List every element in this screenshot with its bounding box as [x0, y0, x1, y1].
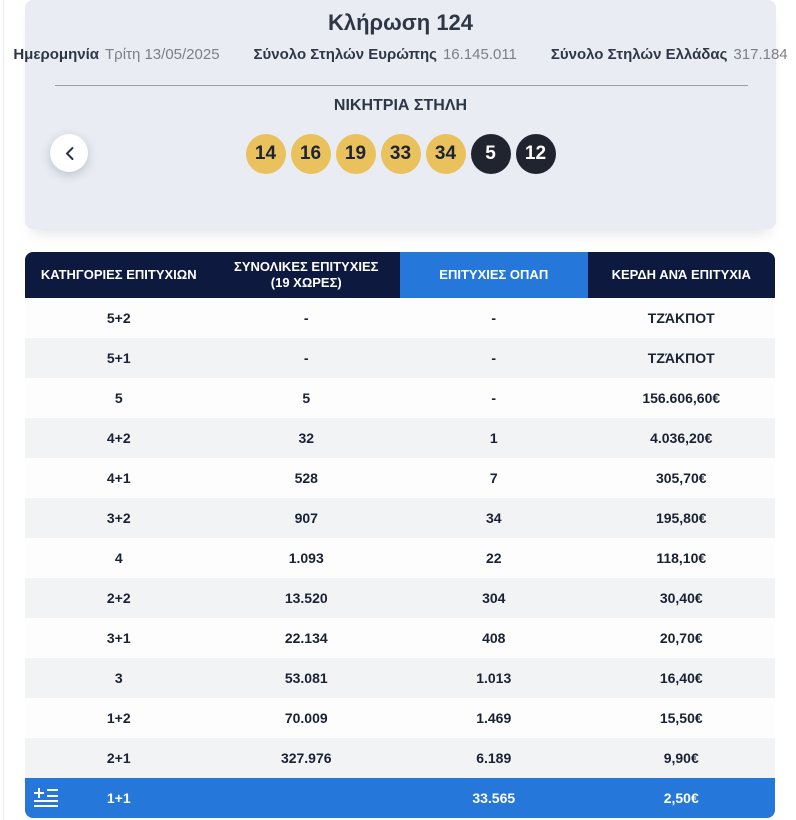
greece-columns [551, 46, 788, 64]
category-cell: 3 [114, 670, 123, 686]
total-cell: - [303, 310, 309, 326]
total-cell: 1.093 [288, 550, 324, 566]
draw-card [13, 0, 788, 229]
category-cell: 3+2 [106, 510, 131, 526]
table-row [25, 338, 775, 378]
table-row [25, 618, 775, 658]
category-cell: 1+2 [106, 710, 131, 726]
table-row-greece-highlight [25, 778, 775, 818]
europe-columns-value: 16.145.011 [442, 46, 517, 63]
category-cell: 2+2 [106, 590, 131, 606]
europe-columns [254, 46, 517, 64]
total-cell: 528 [294, 470, 318, 486]
header-total-wins-line1: ΣΥΝΟΛΙΚΕΣ ΕΠΙΤΥΧΙΕΣ [234, 259, 379, 274]
winning-number-ball: 34 [426, 134, 466, 174]
opap-cell: 1.469 [476, 710, 512, 726]
opap-cell: 34 [485, 510, 502, 526]
prize-cell: 156.606,60€ [642, 390, 721, 406]
prize-cell: 118,10€ [656, 550, 707, 566]
total-cell: 13.520 [284, 590, 328, 606]
results-table-container [25, 252, 775, 818]
header-prize-per-win: ΚΕΡΔΗ ΑΝΆ ΕΠΙΤΥΧΙΑ [588, 252, 776, 298]
prize-cell: 9,90€ [663, 750, 699, 766]
prize-cell: 20,70€ [659, 630, 703, 646]
table-row [25, 458, 775, 498]
opap-cell: - [491, 310, 497, 326]
category-cell: 4 [114, 550, 123, 566]
table-row [25, 498, 775, 538]
total-cell: 53.081 [284, 670, 328, 686]
prize-cell: 4.036,20€ [650, 430, 713, 446]
opap-cell: 7 [489, 470, 498, 486]
table-header-row [25, 252, 775, 298]
category-cell: 3+1 [106, 630, 131, 646]
table-row [25, 738, 775, 778]
total-cell: 907 [294, 510, 318, 526]
greek-flag-icon [33, 787, 59, 809]
greece-columns-label: Σύνολο Στηλών Ελλάδας [550, 46, 728, 63]
prize-cell: 305,70€ [655, 470, 707, 486]
category-cell: 2+1 [106, 750, 131, 766]
prize-cell: ΤΖΆΚΠΟΤ [647, 310, 715, 326]
page-edge-line [3, 0, 4, 820]
total-cell: 32 [298, 430, 315, 446]
date-value: Τρίτη 13/05/2025 [105, 46, 220, 63]
draw-info-row [13, 46, 788, 64]
table-row [25, 538, 775, 578]
category-cell: 5+2 [106, 310, 131, 326]
opap-cell: 1.013 [476, 670, 512, 686]
header-divider [55, 85, 748, 86]
previous-draw-button[interactable] [50, 134, 88, 172]
opap-cell: 6.189 [476, 750, 512, 766]
header-opap-wins: ΕΠΙΤΥΧΙΕΣ ΟΠΑΠ [400, 252, 588, 298]
total-cell [213, 778, 401, 818]
results-table [25, 252, 775, 818]
total-cell: 22.134 [284, 630, 328, 646]
total-cell: 70.009 [284, 710, 328, 726]
prize-cell: 15,50€ [659, 710, 703, 726]
total-cell: 327.976 [280, 750, 332, 766]
winning-number-ball: 14 [246, 134, 286, 174]
category-cell [25, 778, 213, 818]
greece-columns-value: 317.184 [733, 46, 788, 63]
opap-cell: - [491, 350, 497, 366]
table-row [25, 298, 775, 338]
table-row [25, 418, 775, 458]
header-total-wins-line2: (19 ΧΩΡΕΣ) [270, 275, 342, 290]
total-cell: 5 [302, 390, 311, 406]
europe-columns-label: Σύνολο Στηλών Ευρώπης [253, 46, 437, 63]
prize-cell: ΤΖΆΚΠΟΤ [647, 350, 715, 366]
total-cell: - [303, 350, 309, 366]
header-categories: ΚΑΤΗΓΟΡΙΕΣ ΕΠΙΤΥΧΙΩΝ [25, 252, 213, 298]
table-row [25, 658, 775, 698]
winning-number-ball: 16 [291, 134, 331, 174]
table-row [25, 698, 775, 738]
chevron-left-icon [64, 146, 75, 161]
date-label: Ημερομηνία [13, 46, 99, 63]
opap-cell: 22 [485, 550, 502, 566]
winning-column-title: ΝΙΚΗΤΡΙΑ ΣΤΗΛΗ [333, 97, 468, 114]
opap-cell: - [491, 390, 497, 406]
opap-cell: 304 [482, 590, 506, 606]
bonus-number-ball: 5 [471, 134, 511, 174]
draw-date [13, 46, 219, 64]
header-total-wins [213, 252, 401, 298]
category-cell: 4+2 [106, 430, 131, 446]
table-row [25, 578, 775, 618]
category-cell: 4+1 [106, 470, 131, 486]
prize-cell: 16,40€ [659, 670, 703, 686]
winning-numbers [25, 134, 776, 174]
category-cell: 5 [114, 390, 123, 406]
prize-cell: 2,50€ [663, 790, 699, 806]
category-cell: 5+1 [106, 350, 131, 366]
category-label: 1+1 [106, 790, 131, 806]
winning-number-ball: 33 [381, 134, 421, 174]
opap-cell: 408 [482, 630, 506, 646]
draw-title: Κλήρωση 124 [327, 10, 474, 35]
table-row [25, 378, 775, 418]
bonus-number-ball: 12 [516, 134, 556, 174]
prize-cell: 195,80€ [655, 510, 707, 526]
opap-cell: 1 [489, 430, 498, 446]
opap-cell: 33.565 [472, 790, 516, 806]
winning-number-ball: 19 [336, 134, 376, 174]
prize-cell: 30,40€ [659, 590, 703, 606]
